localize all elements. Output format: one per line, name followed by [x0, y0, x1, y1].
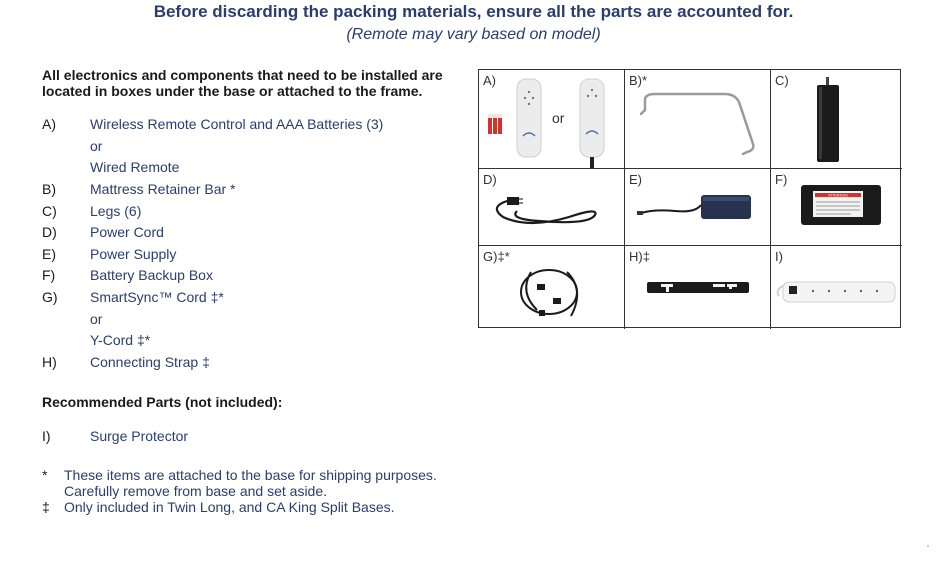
part-name: Y-Cord ‡*: [90, 332, 151, 348]
part-name: Power Cord: [90, 224, 164, 240]
recommended-heading: Recommended Parts (not included):: [42, 394, 283, 410]
grid-cell-c: [771, 70, 902, 169]
footnote-line: Carefully remove from base and set aside.: [64, 483, 328, 499]
cell-label: H)‡: [629, 249, 650, 264]
part-name: Surge Protector: [90, 428, 189, 444]
surge-protector-icon: [771, 246, 902, 329]
leg-icon: [771, 70, 902, 169]
grid-cell-f: [771, 169, 902, 246]
cell-label: C): [775, 73, 789, 88]
power-cord-icon: [479, 169, 625, 246]
part-name: or: [90, 311, 103, 327]
footnote-mark: *: [42, 467, 48, 483]
grid-cell-e: [625, 169, 771, 246]
power-supply-icon: [625, 169, 771, 246]
part-name: or: [90, 138, 103, 154]
grid-cell-g: [479, 246, 625, 329]
footnote-double-dagger: [42, 499, 502, 517]
grid-cell-d: [479, 169, 625, 246]
footnote-asterisk: [42, 467, 502, 501]
parts-image-grid: [478, 69, 901, 328]
part-name: Mattress Retainer Bar *: [90, 181, 236, 197]
footnote-text: [64, 467, 484, 499]
grid-cell-a: [479, 70, 625, 169]
part-name: Legs (6): [90, 203, 142, 219]
footnote-text: [64, 499, 484, 515]
part-letter: G): [42, 289, 58, 305]
part-letter: I): [42, 428, 51, 444]
part-name: Wired Remote: [90, 159, 180, 175]
cell-label: G)‡*: [483, 249, 510, 264]
box-attention-text: ATTENTION: [828, 193, 848, 198]
part-name: Wireless Remote Control and AAA Batteries (3): [90, 116, 384, 132]
footnote-line: These items are attached to the base for shipping purposes.: [64, 467, 437, 483]
cell-label: I): [775, 249, 783, 264]
recommended-row: [42, 428, 342, 448]
page-heading: Before discarding the packing materials, ensure all the parts are accounted for.: [153, 2, 794, 21]
part-letter: F): [42, 267, 56, 283]
part-letter: E): [42, 246, 56, 262]
strap-icon: [625, 246, 771, 329]
or-label: or: [552, 110, 565, 126]
cell-label: D): [483, 172, 497, 187]
part-letter: H): [42, 354, 57, 370]
part-name: Power Supply: [90, 246, 177, 262]
footnote-mark: ‡: [42, 499, 50, 515]
cell-label: B)*: [629, 73, 648, 88]
battery-box-icon: [771, 169, 902, 246]
part-name: SmartSync™ Cord ‡*: [90, 289, 224, 305]
y-cord-icon: [479, 246, 625, 329]
part-letter: C): [42, 203, 57, 219]
part-letter: D): [42, 224, 57, 240]
grid-cell-h: [625, 246, 771, 329]
page-subheading: (Remote may vary based on model): [346, 26, 601, 43]
retainer-bar-icon: [625, 70, 771, 169]
intro-line-2: located in boxes under the base or attached to the frame.: [42, 83, 423, 99]
part-name: Connecting Strap ‡: [90, 354, 210, 370]
footnote-line: Only included in Twin Long, and CA King Split Bases.: [64, 499, 395, 515]
grid-cell-i: [771, 246, 902, 329]
part-letter: B): [42, 181, 56, 197]
part-letter: A): [42, 116, 56, 132]
intro-line-1: All electronics and components that need to be installed are: [42, 67, 443, 83]
cell-label: F): [775, 172, 788, 187]
cell-label: E): [629, 172, 642, 187]
cell-label: A): [483, 73, 496, 88]
page-marker: [927, 545, 929, 547]
part-name: Battery Backup Box: [90, 267, 213, 283]
grid-cell-b: [625, 70, 771, 169]
intro-text: [42, 67, 482, 99]
